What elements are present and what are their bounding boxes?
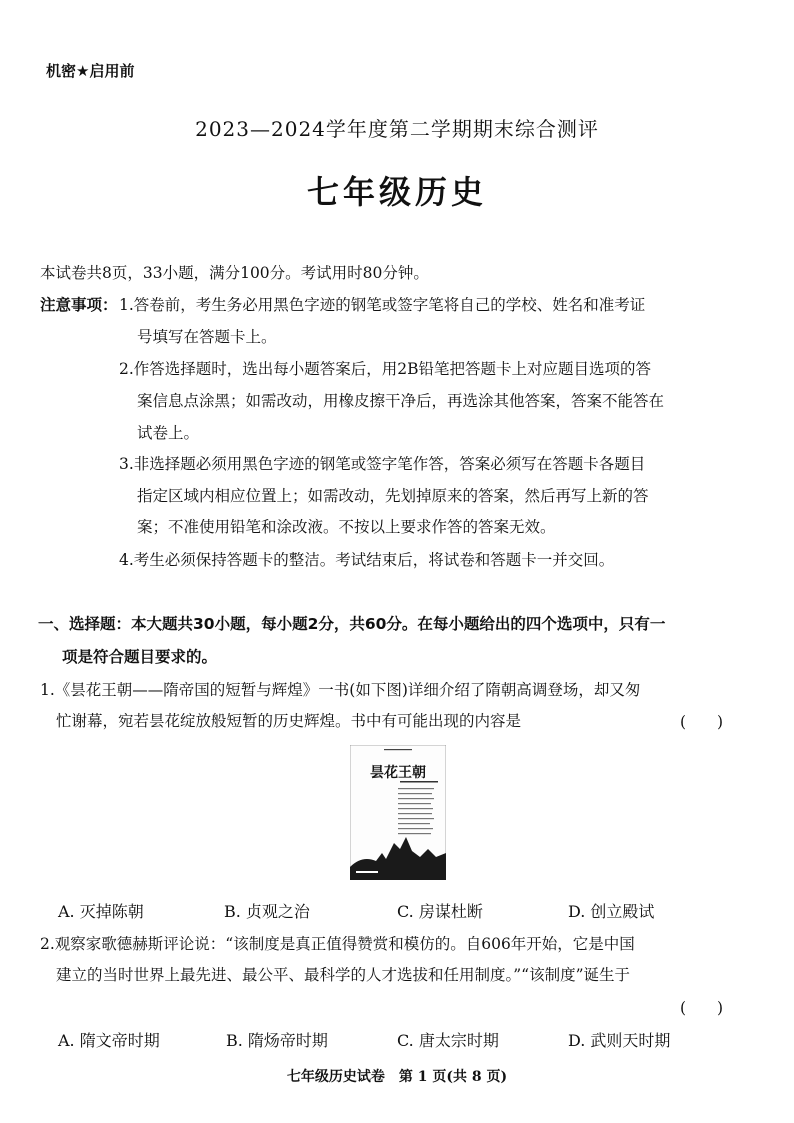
option-c: C. 唐太宗时期	[397, 1031, 499, 1050]
note-line: 指定区域内相应位置上；如需改动，先划掉原来的答案，然后再写上新的答	[137, 487, 649, 505]
book-title-text: 昙花王朝	[370, 765, 426, 781]
section-heading-cont: 项是符合题目要求的。	[62, 648, 218, 666]
option-b: B. 隋炀帝时期	[226, 1031, 328, 1050]
section-heading: 一、选择题：本大题共30小题，每小题2分，共60分。在每小题给出的四个选项中，只有一	[38, 615, 666, 633]
page-footer: 七年级历史试卷 第 1 页(共 8 页)	[286, 1069, 508, 1085]
notes-label: 注意事项：	[40, 296, 118, 314]
option-c: C. 房谋杜断	[397, 902, 483, 921]
question-1-stem: 1.《昙花王朝——隋帝国的短暂与辉煌》一书(如下图)详细介绍了隋朝高调登场，却又匆	[40, 681, 641, 699]
question-2-stem: 2.观察家歌德赫斯评论说：“该制度是真正值得赞赏和模仿的。自606年开始，它是中国	[40, 935, 635, 953]
exam-intro: 本试卷共8页，33小题，满分100分。考试用时80分钟。	[40, 264, 429, 282]
note-line: 试卷上。	[137, 424, 200, 442]
note-line: 案；不准使用铅笔和涂改液。不按以上要求作答的答案无效。	[137, 518, 556, 536]
note-line: 1.答卷前，考生务必用黑色字迹的钢笔或签字笔将自己的学校、姓名和准考证	[119, 296, 646, 314]
exam-term-title: 2023—2024学年度第二学期期末综合测评	[195, 117, 599, 141]
note-line: 号填写在答题卡上。	[137, 328, 277, 346]
note-line: 案信息点涂黑；如需改动，用橡皮擦干净后，再选涂其他答案，答案不能答在	[137, 392, 665, 410]
note-line: 2.作答选择题时，选出每小题答案后，用2B铅笔把答题卡上对应题目选项的答	[119, 360, 652, 378]
question-1-stem-cont: 忙谢幕，宛若昙花绽放般短暂的历史辉煌。书中有可能出现的内容是	[56, 712, 522, 730]
answer-bracket: ( )	[680, 999, 724, 1017]
option-d: D. 武则天时期	[568, 1031, 671, 1050]
note-line: 4.考生必须保持答题卡的整洁。考试结束后，将试卷和答题卡一并交回。	[119, 551, 615, 569]
question-2-stem-cont: 建立的当时世界上最先进、最公平、最科学的人才选拔和任用制度。”“该制度”诞生于	[56, 966, 631, 984]
option-d: D. 创立殿试	[568, 902, 655, 921]
option-a: A. 隋文帝时期	[58, 1031, 160, 1050]
option-a: A. 灭掉陈朝	[58, 902, 144, 921]
option-b: B. 贞观之治	[224, 902, 310, 921]
note-line: 3.非选择题必须用黑色字迹的钢笔或签字笔作答，答案必须写在答题卡各题目	[119, 455, 646, 473]
confidential-mark: 机密★启用前	[46, 62, 135, 80]
answer-bracket: ( )	[680, 713, 724, 731]
subject-title: 七年级历史	[306, 173, 487, 211]
book-cover-image	[350, 745, 446, 880]
